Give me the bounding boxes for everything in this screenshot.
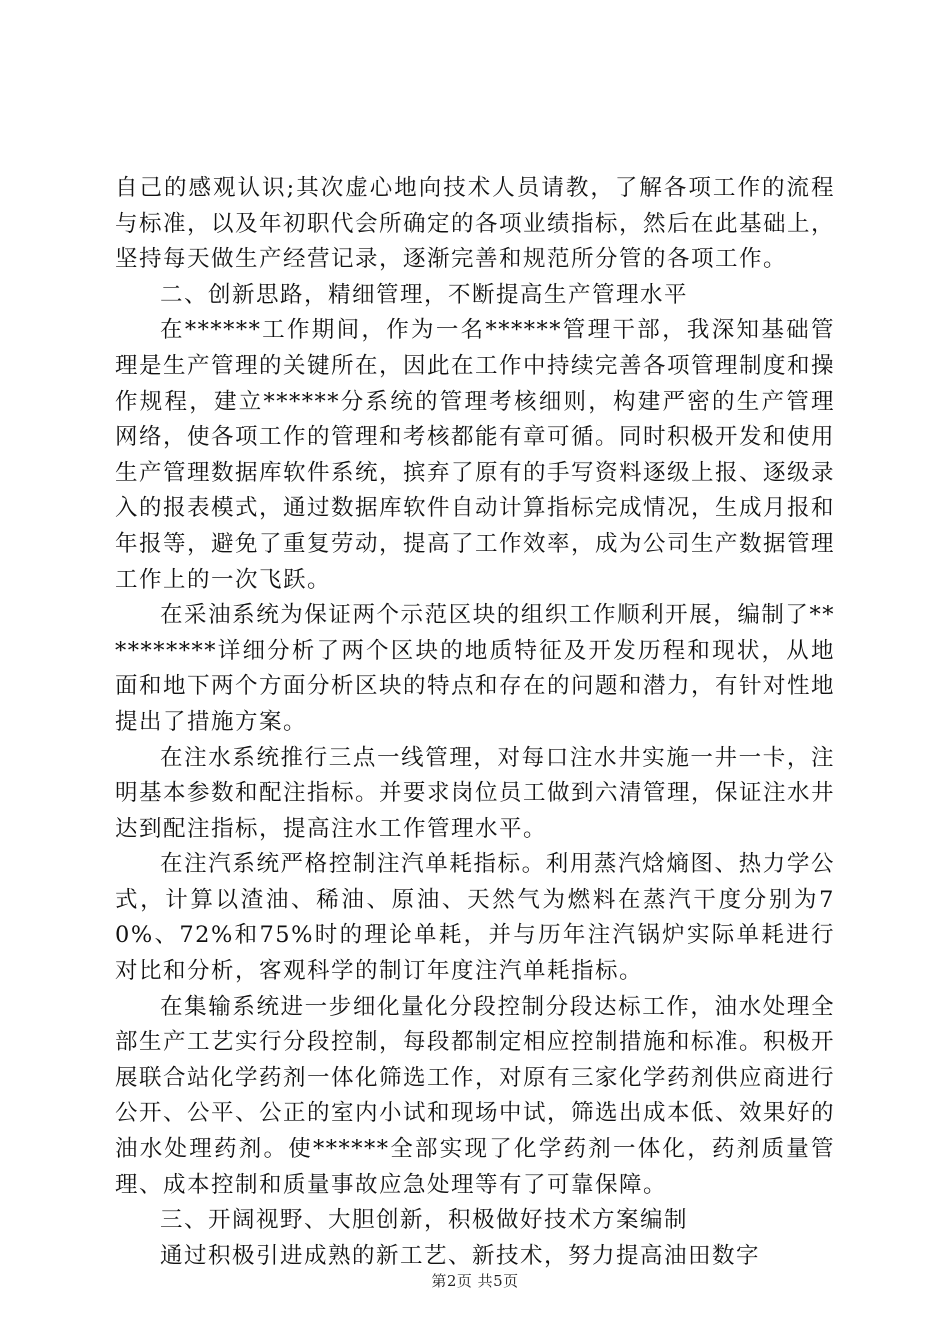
paragraph-oil-production: 在采油系统为保证两个示范区块的组织工作顺利开展，编制了**********详细分析了两个区块的地质特征及开发历程和现状，从地面和地下两个方面分析区块的特点和存在的问题和潜力，有针对性地提出了措施方案。 bbox=[115, 602, 836, 735]
page-number-footer: 第2页 共5页 bbox=[431, 1272, 519, 1290]
paragraph-new-technology: 通过积极引进成熟的新工艺、新技术，努力提高油田数字 bbox=[160, 1242, 761, 1269]
section-heading-3: 三、开阔视野、大胆创新，积极做好技术方案编制 bbox=[160, 1207, 689, 1234]
document-body bbox=[115, 171, 835, 1274]
paragraph-water-injection: 在注水系统推行三点一线管理，对每口注水井实施一井一卡，注明基本参数和配注指标。并要求岗位员工做到六清管理，保证注水井达到配注指标，提高注水工作管理水平。 bbox=[115, 744, 836, 842]
paragraph-gathering-transport: 在集输系统进一步细化量化分段控制分段达标工作，油水处理全部生产工艺实行分段控制，每段都制定相应控制措施和标准。积极开展联合站化学药剂一体化筛选工作，对原有三家化学药剂供应商进行公开、公平、公正的室内小试和现场中试，筛选出成本低、效果好的油水处理药剂。使******全部实现了化学药剂一体化，药剂质量管理、成本控制和质量事故应急处理等有了可靠保障。 bbox=[115, 993, 836, 1198]
paragraph-steam-injection: 在注汽系统严格控制注汽单耗指标。利用蒸汽焓熵图、热力学公式，计算以渣油、稀油、原油、天然气为燃料在蒸汽干度分别为70%、72%和75%时的理论单耗，并与历年注汽锅炉实际单耗进行对比和分析，客观科学的制订年度注汽单耗指标。 bbox=[115, 851, 835, 985]
paragraph-continued: 自己的感观认识;其次虚心地向技术人员请教，了解各项工作的流程与标准，以及年初职代会所确定的各项业绩指标，然后在此基础上，坚持每天做生产经营记录，逐渐完善和规范所分管的各项工作。 bbox=[115, 175, 836, 273]
paragraph-management: 在******工作期间，作为一名******管理干部，我深知基础管理是生产管理的关键所在，因此在工作中持续完善各项管理制度和操作规程，建立******分系统的管理考核细则，构建严密的生产管理网络，使各项工作的管理和考核都能有章可循。同时积极开发和使用生产管理数据库软件系统，摈弃了原有的手写资料逐级上报、逐级录入的报表模式，通过数据库软件自动计算指标完成情况，生成月报和年报等，避免了重复劳动，提高了工作效率，成为公司生产数据管理工作上的一次飞跃。 bbox=[115, 317, 836, 593]
section-heading-2: 二、创新思路，精细管理，不断提高生产管理水平 bbox=[160, 281, 689, 308]
